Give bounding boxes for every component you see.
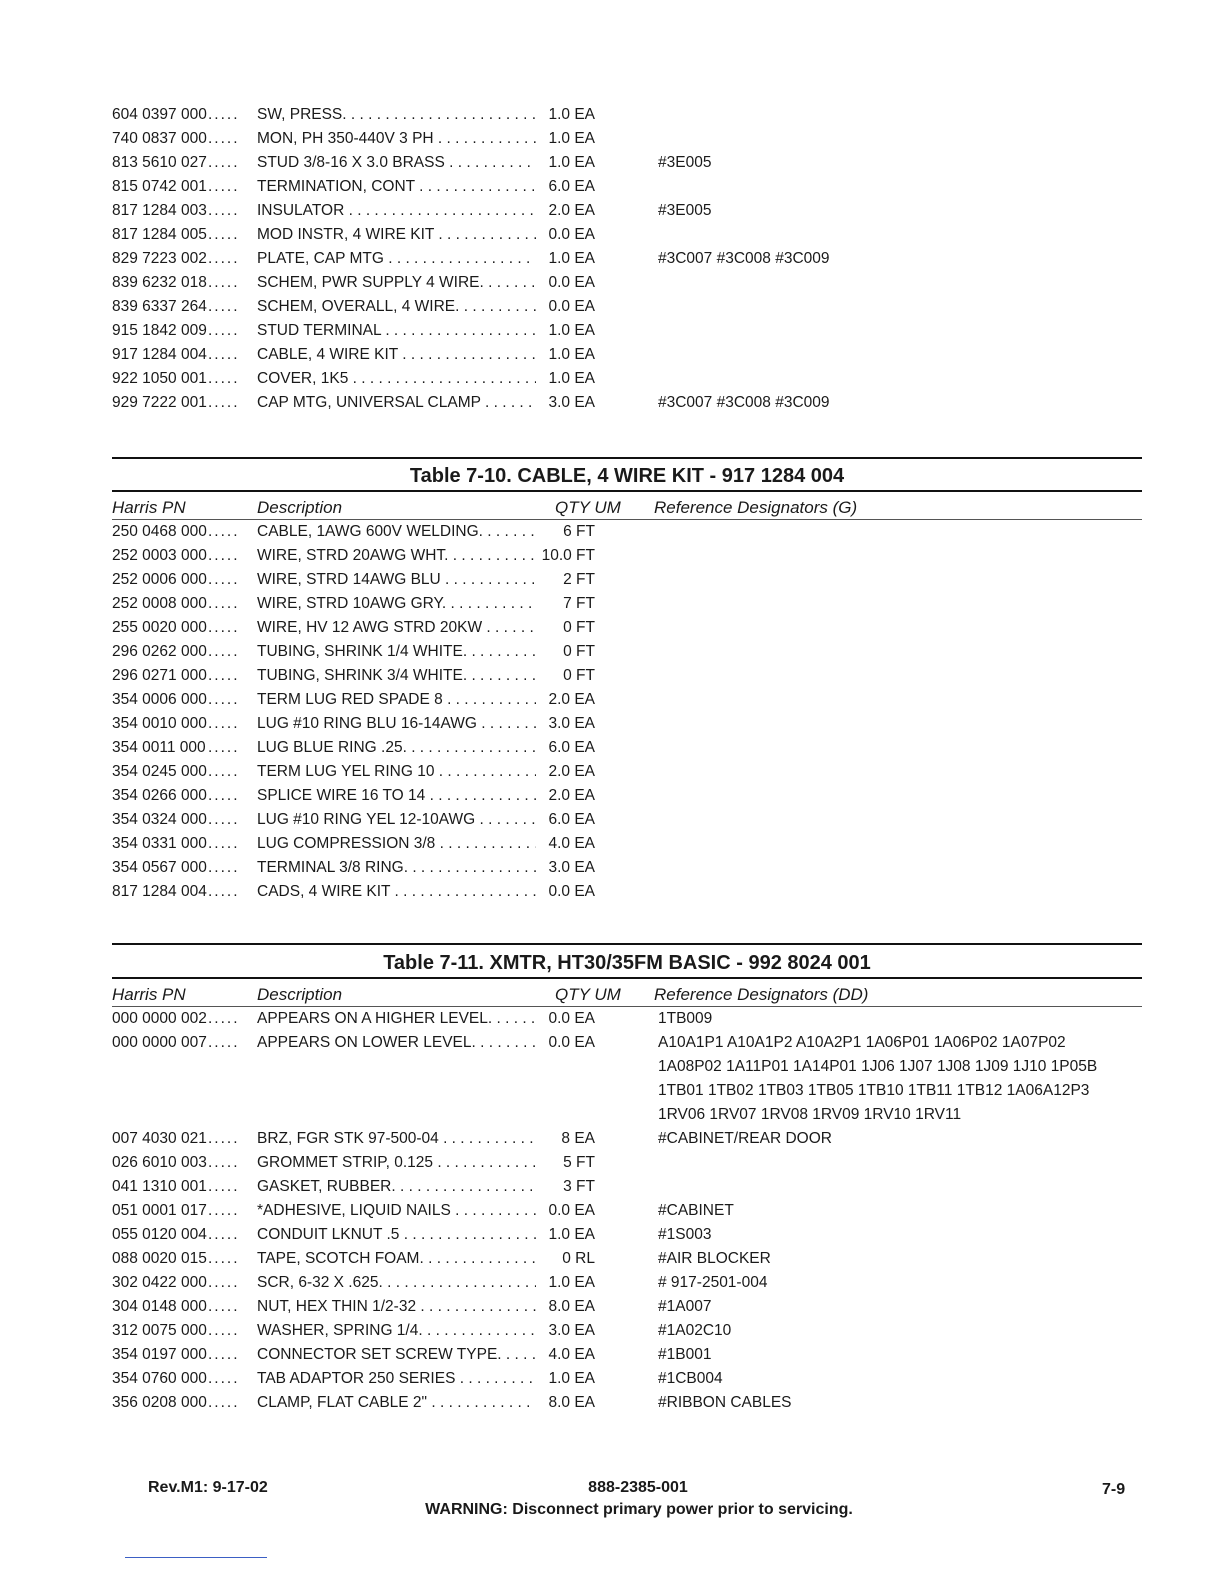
- part-description: STUD 3/8-16 X 3.0 BRASS . . .: [257, 151, 551, 175]
- part-description: CLAMP, FLAT CABLE 2" . . .: [257, 1391, 551, 1415]
- part-number: 026 6010 003: [112, 1154, 207, 1171]
- part-description: SCHEM, OVERALL, 4 WIRE. . . .: [257, 295, 551, 319]
- quantity-unit: 6.0 EA: [536, 736, 595, 760]
- part-description: APPEARS ON LOWER LEVEL. . . .: [257, 1031, 551, 1055]
- table-row: [112, 367, 1142, 391]
- table-row: [112, 520, 1142, 544]
- leader-dots: .....: [208, 739, 240, 756]
- table-row: [112, 295, 1142, 319]
- quantity-unit: 1.0 EA: [536, 367, 595, 391]
- quantity-unit: 6 FT: [536, 520, 595, 544]
- part-number: 354 0011 000: [112, 739, 206, 756]
- leader-dots: .....: [208, 1010, 240, 1027]
- part-description: *ADHESIVE, LIQUID NAILS . . .: [257, 1199, 551, 1223]
- leader-dots: .....: [208, 250, 240, 267]
- leader-dots: .....: [208, 226, 240, 243]
- quantity-unit: 5 FT: [536, 1151, 595, 1175]
- reference-designators: #RIBBON CABLES: [658, 1394, 792, 1411]
- table-row: [112, 616, 1142, 640]
- leader-dots: .....: [208, 811, 240, 828]
- leader-dots: .....: [208, 370, 240, 387]
- table-row: [112, 1223, 1142, 1247]
- quantity-unit: 10.0 FT: [536, 544, 595, 568]
- table-7-10-title-rule: [112, 490, 1142, 492]
- table-row: [112, 175, 1142, 199]
- table-row: [112, 736, 1142, 760]
- leader-dots: .....: [208, 106, 240, 123]
- part-number: 252 0006 000: [112, 571, 207, 588]
- quantity-unit: 3.0 EA: [536, 391, 595, 415]
- table-row: [112, 1391, 1142, 1415]
- table-row: [112, 1271, 1142, 1295]
- part-number: 354 0567 000: [112, 859, 207, 876]
- leader-dots: .....: [208, 595, 240, 612]
- part-number: 354 0331 000: [112, 835, 207, 852]
- part-number: 041 1310 001: [112, 1178, 207, 1195]
- leader-dots: .....: [208, 763, 240, 780]
- leader-dots: .....: [208, 1178, 240, 1195]
- table-row: [112, 640, 1142, 664]
- part-description: MON, PH 350-440V 3 PH . . .: [257, 127, 551, 151]
- table-row: [112, 1295, 1142, 1319]
- leader-dots: .....: [208, 202, 240, 219]
- part-number: 296 0271 000: [112, 667, 207, 684]
- part-description: MOD INSTR, 4 WIRE KIT . . .: [257, 223, 551, 247]
- leader-dots: .....: [208, 1250, 240, 1267]
- header-harris-pn: Harris PN: [112, 498, 186, 517]
- part-number: 354 0324 000: [112, 811, 207, 828]
- leader-dots: .....: [208, 1298, 240, 1315]
- part-number: 296 0262 000: [112, 643, 207, 660]
- reference-designators: #1B001: [658, 1346, 712, 1363]
- quantity-unit: 8.0 EA: [536, 1391, 595, 1415]
- part-number: 000 0000 007: [112, 1034, 207, 1051]
- table-row: [112, 856, 1142, 880]
- table-row: [112, 1343, 1142, 1367]
- part-description: STUD TERMINAL . . .: [257, 319, 551, 343]
- table-row: [112, 760, 1142, 784]
- part-description: TAB ADAPTOR 250 SERIES . . .: [257, 1367, 551, 1391]
- table-row: [112, 544, 1142, 568]
- table-row: [112, 1031, 1142, 1127]
- part-number: 354 0006 000: [112, 691, 207, 708]
- header-reference-designators: Reference Designators (DD): [654, 985, 869, 1004]
- reference-designators: #3E005: [658, 202, 712, 219]
- part-description: NUT, HEX THIN 1/2-32 . . .: [257, 1295, 551, 1319]
- part-number: 354 0266 000: [112, 787, 207, 804]
- part-description: WIRE, STRD 10AWG GRY. . . .: [257, 592, 551, 616]
- quantity-unit: 1.0 EA: [536, 247, 595, 271]
- table-row: [112, 688, 1142, 712]
- part-number: 815 0742 001: [112, 178, 207, 195]
- part-number: 354 0245 000: [112, 763, 207, 780]
- leader-dots: .....: [208, 619, 240, 636]
- leader-dots: .....: [208, 571, 240, 588]
- quantity-unit: 1.0 EA: [536, 319, 595, 343]
- table-row: [112, 832, 1142, 856]
- quantity-unit: 0 FT: [536, 664, 595, 688]
- table-row: [112, 391, 1142, 415]
- reference-designators: #3C007 #3C008 #3C009: [658, 394, 830, 411]
- table-row: [112, 199, 1142, 223]
- leader-dots: .....: [208, 1130, 240, 1147]
- part-number: 604 0397 000: [112, 106, 207, 123]
- quantity-unit: 3 FT: [536, 1175, 595, 1199]
- leader-dots: .....: [208, 787, 240, 804]
- table-7-10-top-rule: [112, 457, 1142, 459]
- table-row: [112, 1007, 1142, 1031]
- table-7-10-title: Table 7-10. CABLE, 4 WIRE KIT - 917 1284 004: [409, 465, 845, 487]
- table-row: [112, 664, 1142, 688]
- leader-dots: .....: [208, 547, 240, 564]
- table-row: [112, 1367, 1142, 1391]
- part-number: 929 7222 001: [112, 394, 207, 411]
- leader-dots: .....: [208, 274, 240, 291]
- quantity-unit: 0 RL: [536, 1247, 595, 1271]
- quantity-unit: 0.0 EA: [536, 295, 595, 319]
- part-number: 302 0422 000: [112, 1274, 207, 1291]
- leader-dots: .....: [208, 298, 240, 315]
- quantity-unit: 6.0 EA: [536, 175, 595, 199]
- part-number: 740 0837 000: [112, 130, 207, 147]
- part-description: SPLICE WIRE 16 TO 14 . . .: [257, 784, 551, 808]
- quantity-unit: 4.0 EA: [536, 832, 595, 856]
- table-row: [112, 1127, 1142, 1151]
- parts-list-continued: [112, 103, 1142, 415]
- safety-warning: WARNING: Disconnect primary power prior to servicing.: [425, 1501, 853, 1518]
- table-7-11-column-headers: [112, 985, 1142, 1007]
- leader-dots: .....: [208, 715, 240, 732]
- part-description: SCHEM, PWR SUPPLY 4 WIRE. . . .: [257, 271, 551, 295]
- quantity-unit: 1.0 EA: [536, 151, 595, 175]
- quantity-unit: 0 FT: [536, 640, 595, 664]
- part-description: LUG BLUE RING .25. . . .: [257, 736, 551, 760]
- quantity-unit: 8.0 EA: [536, 1295, 595, 1319]
- quantity-unit: 0.0 EA: [536, 1199, 595, 1223]
- reference-designators: A10A1P1 A10A1P2 A10A2P1 1A06P01 1A06P02 1A07P02 1A08P02 1A11P01 1A14P01 1J06 1J07 1J08 1J09 1J10 1P05B 1TB01 1TB02 1TB03 1TB05 1TB10 1TB11 1TB12 1A06A12P3 1RV06 1RV07 1RV08 1RV09 1RV10 1RV11: [658, 1034, 1098, 1123]
- page-number: 7-9: [1102, 1481, 1126, 1498]
- table-row: [112, 568, 1142, 592]
- quantity-unit: 7 FT: [536, 592, 595, 616]
- part-number: 915 1842 009: [112, 322, 207, 339]
- leader-dots: .....: [208, 667, 240, 684]
- table-row: [112, 223, 1142, 247]
- reference-designators: #1CB004: [658, 1370, 723, 1387]
- part-number: 354 0760 000: [112, 1370, 207, 1387]
- part-number: 252 0003 000: [112, 547, 207, 564]
- table-7-11-title: Table 7-11. XMTR, HT30/35FM BASIC - 992 8024 001: [383, 952, 871, 974]
- part-description: BRZ, FGR STK 97-500-04 . . .: [257, 1127, 551, 1151]
- leader-dots: .....: [208, 1274, 240, 1291]
- part-number: 007 4030 021: [112, 1130, 207, 1147]
- part-description: WIRE, STRD 20AWG WHT. . . .: [257, 544, 551, 568]
- leader-dots: .....: [208, 346, 240, 363]
- part-description: LUG #10 RING BLU 16-14AWG . . .: [257, 712, 551, 736]
- part-description: CABLE, 1AWG 600V WELDING. . . .: [257, 520, 551, 544]
- quantity-unit: 2.0 EA: [536, 784, 595, 808]
- quantity-unit: 4.0 EA: [536, 1343, 595, 1367]
- part-description: TERM LUG YEL RING 10 . . .: [257, 760, 551, 784]
- part-number: 839 6337 264: [112, 298, 207, 315]
- part-number: 922 1050 001: [112, 370, 207, 387]
- table-row: [112, 1175, 1142, 1199]
- leader-dots: .....: [208, 835, 240, 852]
- header-reference-designators: Reference Designators (G): [654, 498, 858, 517]
- quantity-unit: 1.0 EA: [536, 1271, 595, 1295]
- part-description: GASKET, RUBBER. . . .: [257, 1175, 551, 1199]
- part-number: 817 1284 005: [112, 226, 207, 243]
- leader-dots: .....: [208, 154, 240, 171]
- leader-dots: .....: [208, 1226, 240, 1243]
- quantity-unit: 2 FT: [536, 568, 595, 592]
- leader-dots: .....: [208, 523, 240, 540]
- part-description: TERMINAL 3/8 RING. . . .: [257, 856, 551, 880]
- part-description: TUBING, SHRINK 3/4 WHITE. . . .: [257, 664, 551, 688]
- part-description: APPEARS ON A HIGHER LEVEL. . . .: [257, 1007, 551, 1031]
- leader-dots: .....: [208, 394, 240, 411]
- header-qty-um: QTY UM: [555, 985, 621, 1004]
- part-description: INSULATOR . . .: [257, 199, 551, 223]
- part-number: 813 5610 027: [112, 154, 207, 171]
- part-number: 088 0020 015: [112, 1250, 207, 1267]
- part-description: TAPE, SCOTCH FOAM. . . .: [257, 1247, 551, 1271]
- part-description: TERM LUG RED SPADE 8 . . .: [257, 688, 551, 712]
- reference-designators: 1TB009: [658, 1010, 713, 1027]
- table-row: [112, 880, 1142, 904]
- reference-designators: #AIR BLOCKER: [658, 1250, 771, 1267]
- table-row: [112, 103, 1142, 127]
- quantity-unit: 1.0 EA: [536, 127, 595, 151]
- leader-dots: .....: [208, 1346, 240, 1363]
- table-7-11-top-rule: [112, 943, 1142, 945]
- header-description: Description: [257, 985, 343, 1004]
- quantity-unit: 1.0 EA: [536, 1223, 595, 1247]
- part-number: 917 1284 004: [112, 346, 207, 363]
- leader-dots: .....: [208, 322, 240, 339]
- document-number: 888-2385-001: [588, 1479, 688, 1496]
- table-row: [112, 1199, 1142, 1223]
- leader-dots: .....: [208, 1394, 240, 1411]
- leader-dots: .....: [208, 178, 240, 195]
- part-description: TERMINATION, CONT . . .: [257, 175, 551, 199]
- leader-dots: .....: [208, 1322, 240, 1339]
- quantity-unit: 0.0 EA: [536, 271, 595, 295]
- leader-dots: .....: [208, 1202, 240, 1219]
- part-number: 255 0020 000: [112, 619, 207, 636]
- part-description: GROMMET STRIP, 0.125 . . .: [257, 1151, 551, 1175]
- table-row: [112, 712, 1142, 736]
- part-description: TUBING, SHRINK 1/4 WHITE. . . .: [257, 640, 551, 664]
- table-row: [112, 784, 1142, 808]
- quantity-unit: 0 FT: [536, 616, 595, 640]
- part-description: CADS, 4 WIRE KIT . . .: [257, 880, 551, 904]
- reference-designators: #1A007: [658, 1298, 712, 1315]
- part-description: WASHER, SPRING 1/4. . . .: [257, 1319, 551, 1343]
- quantity-unit: 2.0 EA: [536, 688, 595, 712]
- revision-label: Rev.M1: 9-17-02: [148, 1479, 268, 1496]
- leader-dots: .....: [208, 1154, 240, 1171]
- leader-dots: .....: [208, 883, 240, 900]
- quantity-unit: 0.0 EA: [536, 223, 595, 247]
- quantity-unit: 1.0 EA: [536, 1367, 595, 1391]
- header-qty-um: QTY UM: [555, 498, 621, 517]
- part-number: 839 6232 018: [112, 274, 207, 291]
- part-number: 055 0120 004: [112, 1226, 207, 1243]
- part-description: SW, PRESS. . . .: [257, 103, 551, 127]
- part-description: LUG #10 RING YEL 12-10AWG . . .: [257, 808, 551, 832]
- table-row: [112, 271, 1142, 295]
- part-description: COVER, 1K5 . . .: [257, 367, 551, 391]
- part-description: CABLE, 4 WIRE KIT . . .: [257, 343, 551, 367]
- reference-designators: #3E005: [658, 154, 712, 171]
- quantity-unit: 2.0 EA: [536, 199, 595, 223]
- table-7-11-rows: [112, 1007, 1142, 1415]
- decorative-underline: [125, 1557, 267, 1558]
- part-description: CONDUIT LKNUT .5 . . .: [257, 1223, 551, 1247]
- part-number: 354 0010 000: [112, 715, 207, 732]
- quantity-unit: 3.0 EA: [536, 1319, 595, 1343]
- reference-designators: # 917-2501-004: [658, 1274, 768, 1291]
- part-number: 829 7223 002: [112, 250, 207, 267]
- table-row: [112, 592, 1142, 616]
- quantity-unit: 2.0 EA: [536, 760, 595, 784]
- table-row: [112, 127, 1142, 151]
- reference-designators: #1A02C10: [658, 1322, 732, 1339]
- part-description: PLATE, CAP MTG . . .: [257, 247, 551, 271]
- part-number: 354 0197 000: [112, 1346, 207, 1363]
- quantity-unit: 0.0 EA: [536, 1007, 595, 1031]
- quantity-unit: 6.0 EA: [536, 808, 595, 832]
- quantity-unit: 8 EA: [536, 1127, 595, 1151]
- part-number: 817 1284 004: [112, 883, 207, 900]
- quantity-unit: 0.0 EA: [536, 880, 595, 904]
- part-description: CAP MTG, UNIVERSAL CLAMP . . .: [257, 391, 551, 415]
- part-number: 250 0468 000: [112, 523, 207, 540]
- header-harris-pn: Harris PN: [112, 985, 186, 1004]
- part-number: 356 0208 000: [112, 1394, 207, 1411]
- quantity-unit: 1.0 EA: [536, 343, 595, 367]
- part-description: CONNECTOR SET SCREW TYPE. . . .: [257, 1343, 551, 1367]
- quantity-unit: 0.0 EA: [536, 1031, 595, 1055]
- table-row: [112, 343, 1142, 367]
- part-description: WIRE, STRD 14AWG BLU . . .: [257, 568, 551, 592]
- part-number: 051 0001 017: [112, 1202, 207, 1219]
- reference-designators: #CABINET: [658, 1202, 734, 1219]
- reference-designators: #CABINET/REAR DOOR: [658, 1130, 832, 1147]
- quantity-unit: 3.0 EA: [536, 856, 595, 880]
- table-7-11-title-rule: [112, 977, 1142, 979]
- quantity-unit: 3.0 EA: [536, 712, 595, 736]
- table-row: [112, 247, 1142, 271]
- table-7-10-rows: [112, 520, 1142, 904]
- leader-dots: .....: [208, 130, 240, 147]
- table-row: [112, 808, 1142, 832]
- table-row: [112, 1151, 1142, 1175]
- leader-dots: .....: [208, 1370, 240, 1387]
- table-row: [112, 1319, 1142, 1343]
- leader-dots: .....: [208, 691, 240, 708]
- reference-designators: #3C007 #3C008 #3C009: [658, 250, 830, 267]
- part-description: SCR, 6-32 X .625. . . .: [257, 1271, 551, 1295]
- reference-designators: #1S003: [658, 1226, 712, 1243]
- part-description: WIRE, HV 12 AWG STRD 20KW . . .: [257, 616, 551, 640]
- header-description: Description: [257, 498, 343, 517]
- table-row: [112, 151, 1142, 175]
- leader-dots: .....: [208, 859, 240, 876]
- part-number: 304 0148 000: [112, 1298, 207, 1315]
- leader-dots: .....: [208, 1034, 240, 1051]
- table-row: [112, 1247, 1142, 1271]
- table-7-10-column-headers: [112, 498, 1142, 520]
- part-number: 817 1284 003: [112, 202, 207, 219]
- part-number: 252 0008 000: [112, 595, 207, 612]
- quantity-unit: 1.0 EA: [536, 103, 595, 127]
- leader-dots: .....: [208, 643, 240, 660]
- part-description: LUG COMPRESSION 3/8 . . .: [257, 832, 551, 856]
- part-number: 312 0075 000: [112, 1322, 207, 1339]
- table-row: [112, 319, 1142, 343]
- part-number: 000 0000 002: [112, 1010, 207, 1027]
